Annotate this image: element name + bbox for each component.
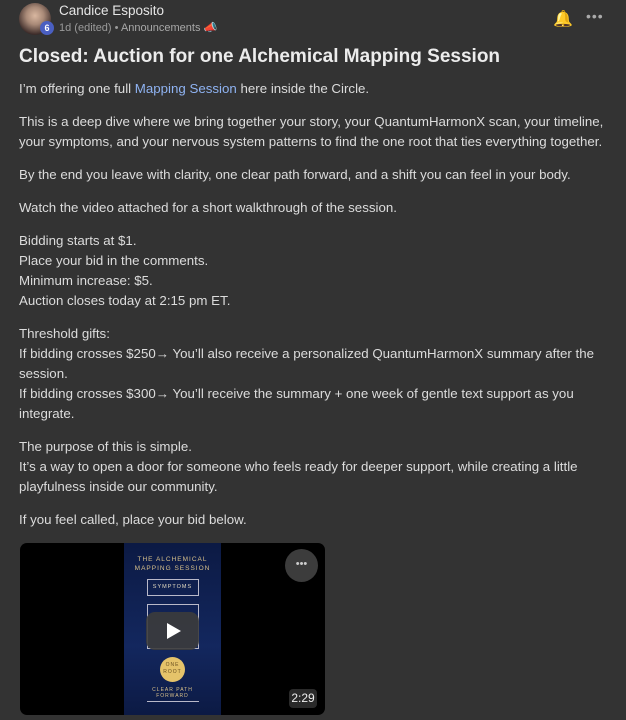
paragraph: This is a deep dive where we bring together your story, your QuantumHarmonX scan, your timeline, your symptoms, and your nervous system patterns to find the one root that ties everything together. bbox=[19, 114, 604, 149]
paragraph: By the end you leave with clarity, one clear path forward, and a shift you can feel in your body. bbox=[19, 167, 571, 182]
paragraph: If you feel called, place your bid below. bbox=[19, 512, 247, 527]
post-body bbox=[19, 79, 609, 543]
author-name[interactable]: Candice Esposito bbox=[59, 3, 165, 18]
video-player[interactable] bbox=[20, 543, 325, 715]
post-title: Closed: Auction for one Alchemical Mapping Session bbox=[19, 46, 501, 67]
post-meta bbox=[59, 21, 217, 34]
megaphone-icon: 📣 bbox=[203, 22, 218, 34]
play-icon[interactable] bbox=[146, 612, 199, 650]
poster-title: THE ALCHEMICAL MAPPING SESSION bbox=[134, 556, 211, 572]
poster-footer: CLEAR PATH FORWARD bbox=[147, 687, 199, 702]
line: Auction closes today at 2:15 pm ET. bbox=[19, 293, 231, 308]
video-duration: 2:29 bbox=[289, 689, 317, 708]
paragraph bbox=[19, 231, 609, 311]
line: If bidding crosses $300→ You’ll receive the summary + one week of gentle text support as you integrate. bbox=[19, 386, 574, 421]
line: The purpose of this is simple. bbox=[19, 439, 192, 454]
line: Minimum increase: $5. bbox=[19, 273, 153, 288]
more-options-button[interactable]: ••• bbox=[586, 8, 604, 24]
line: It’s a way to open a door for someone who feels ready for deeper support, while creating a little playfulness inside our community. bbox=[19, 459, 578, 494]
level-badge: 6 bbox=[40, 21, 54, 35]
line: Threshold gifts: bbox=[19, 326, 110, 341]
paragraph bbox=[19, 324, 609, 424]
paragraph: Watch the video attached for a short walkthrough of the session. bbox=[19, 200, 397, 215]
poster-box: SYMPTOMS bbox=[147, 579, 199, 596]
paragraph bbox=[19, 437, 609, 497]
post-time: 1d (edited) bbox=[59, 22, 112, 34]
video-more-button[interactable]: ••• bbox=[285, 549, 318, 582]
paragraph bbox=[19, 79, 609, 99]
bell-icon[interactable]: 🔔 bbox=[553, 11, 573, 28]
line: If bidding crosses $250→ You’ll also receive a personalized QuantumHarmonX summary after the session. bbox=[19, 346, 595, 381]
poster-root: ONE ROOT bbox=[160, 657, 185, 682]
mapping-session-link[interactable]: Mapping Session bbox=[134, 81, 237, 96]
line: Bidding starts at $1. bbox=[19, 233, 137, 248]
space-link[interactable]: Announcements bbox=[120, 22, 201, 34]
text: here inside the Circle. bbox=[236, 81, 370, 96]
line: Place your bid in the comments. bbox=[19, 253, 209, 268]
separator: • bbox=[114, 22, 119, 34]
text: I’m offering one full bbox=[19, 81, 135, 96]
